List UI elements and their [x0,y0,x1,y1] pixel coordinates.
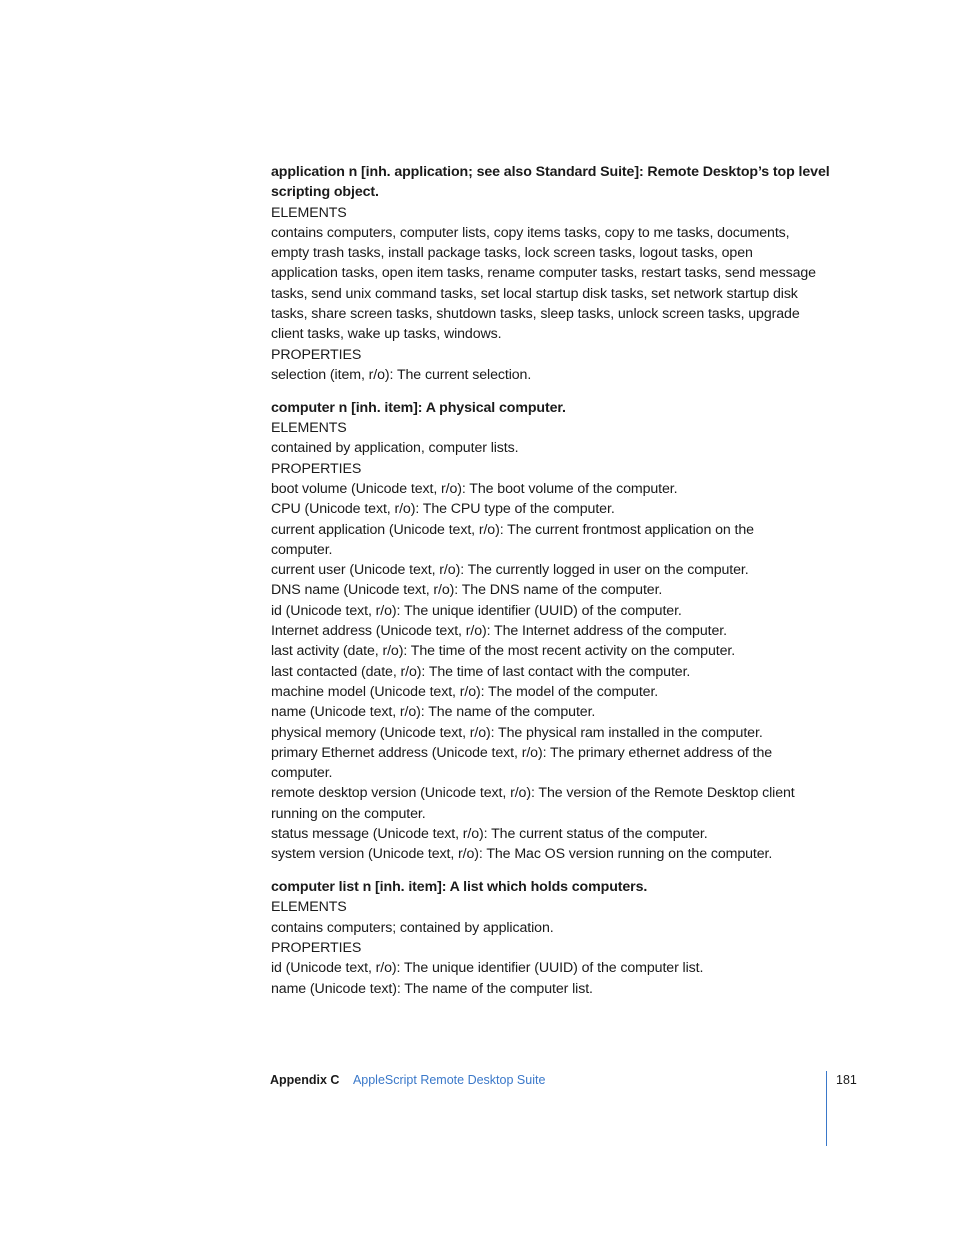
body-line: current user (Unicode text, r/o): The currently logged in user on the computer. [271,562,749,579]
body-line: PROPERTIES [271,460,362,477]
body-line: PROPERTIES [271,346,362,363]
section-heading [271,398,831,418]
heading-line: application n [inh. application; see also Standard Suite]: Remote Desktop’s top level [271,164,830,180]
body-line: running on the computer. [271,805,426,822]
heading-line: computer list n [inh. item]: A list which holds computers. [271,879,648,896]
body-line: computer. [271,541,333,558]
body-line: name (Unicode text, r/o): The name of the computer. [271,704,596,721]
body-line: last activity (date, r/o): The time of the most recent activity on the computer. [271,643,736,660]
heading-line: computer n [inh. item]: A physical computer. [271,399,566,416]
body-line: contained by application, computer lists. [271,440,519,457]
body-line: ELEMENTS [271,899,347,916]
section-heading [271,162,831,203]
page-number: 181 [836,1073,857,1087]
body-line: empty trash tasks, install package tasks, lock screen tasks, logout tasks, open [271,245,753,262]
body-line: current application (Unicode text, r/o): The current frontmost application on the [271,521,754,538]
section-application [271,162,831,385]
body-line: application tasks, open item tasks, rename computer tasks, restart tasks, send message [271,265,816,282]
body-line: computer. [271,765,333,782]
body-line: id (Unicode text, r/o): The unique identifier (UUID) of the computer. [271,602,682,619]
footer-chapter-link[interactable]: AppleScript Remote Desktop Suite [352,1073,546,1087]
body-line: selection (item, r/o): The current selection. [271,366,532,383]
body-line: Internet address (Unicode text, r/o): The Internet address of the computer. [271,623,727,640]
body-line: contains computers; contained by application. [271,919,554,936]
body-line: client tasks, wake up tasks, windows. [271,326,502,343]
body-line: remote desktop version (Unicode text, r/o): The version of the Remote Desktop client [271,785,795,802]
body-line: id (Unicode text, r/o): The unique identifier (UUID) of the computer list. [271,960,704,977]
body-line: DNS name (Unicode text, r/o): The DNS name of the computer. [271,582,663,599]
body-line: physical memory (Unicode text, r/o): The physical ram installed in the computer. [271,724,763,741]
body-line: status message (Unicode text, r/o): The current status of the computer. [271,826,708,842]
body-line: CPU (Unicode text, r/o): The CPU type of the computer. [271,501,615,518]
body-line: ELEMENTS [271,204,347,221]
body-line: last contacted (date, r/o): The time of last contact with the computer. [271,663,691,680]
section-computer [271,398,831,865]
body-line: boot volume (Unicode text, r/o): The boot volume of the computer. [271,480,678,497]
body-line: system version (Unicode text, r/o): The Mac OS version running on the computer. [271,846,773,863]
body-line: name (Unicode text): The name of the computer list. [271,980,593,997]
section-computer-list [271,877,831,999]
page-body [271,162,831,999]
body-line: tasks, share screen tasks, shutdown tasks, sleep tasks, unlock screen tasks, upgrade [271,306,800,323]
heading-line: scripting object. [271,184,379,201]
footer-appendix-label: Appendix C [270,1073,340,1087]
body-line: PROPERTIES [271,939,362,956]
page-footer [270,1072,545,1088]
body-line: tasks, send unix command tasks, set local startup disk tasks, set network startup disk [271,285,798,302]
footer-divider [826,1071,827,1146]
body-line: primary Ethernet address (Unicode text, r/o): The primary ethernet address of the [271,744,773,761]
body-line: contains computers, computer lists, copy items tasks, copy to me tasks, documents, [271,224,790,241]
body-line: machine model (Unicode text, r/o): The model of the computer. [271,683,659,700]
section-heading [271,877,831,897]
body-line: ELEMENTS [271,420,347,437]
